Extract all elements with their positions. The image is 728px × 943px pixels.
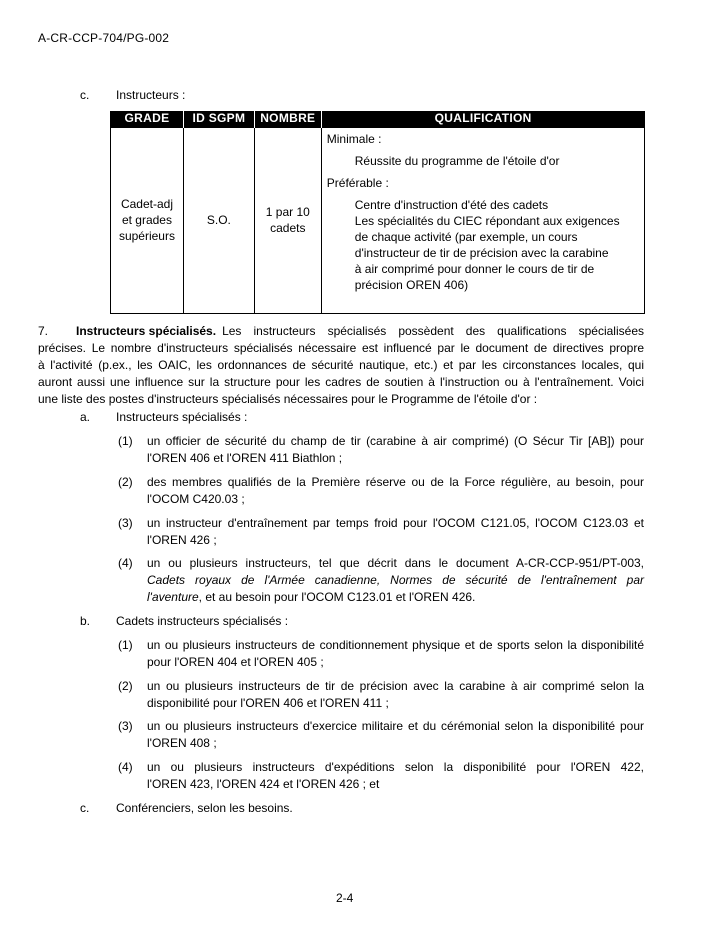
list-item-line: pour l'OREN 404 et l'OREN 405 ; [147,655,324,669]
item-number: (3) [118,516,133,530]
list-item-line: l'OREN 426 ; [147,533,217,547]
para7-line: à l'activité (p.ex., les OAIC, les ordonnances de sécurité nautique, etc.) et par les circonstances locales, qui [38,358,644,372]
cell-nombre [254,127,321,313]
qual-pref-line: d'instructeur de tir de précision avec la carabine [354,245,609,260]
cell-id-sgpm: S.O. [183,127,254,313]
para7-line: auront aussi une influence sur la structure pour les cadres de soutien à l'instruction ou à l'entraînement. Voici [38,375,644,389]
col-header-id-sgpm: ID SGPM [183,111,254,127]
item-number: (1) [118,638,133,652]
qual-pref-line: Centre d'instruction d'été des cadets [354,197,549,212]
list-item-line: des membres qualifiés de la Première réserve ou de la Force régulière, au besoin, pour [147,475,644,489]
para7-line: Les instructeurs spécialisés possèdent des qualifications spécialisées [222,324,644,338]
document-id: A-CR-CCP-704/PG-002 [38,31,170,45]
section-c-top-marker: c. [80,88,90,102]
item-number: (4) [118,556,133,570]
qual-pref-line: de chaque activité (par exemple, un cours [354,229,578,244]
reference-title-end-italic: l'aventure [147,590,199,604]
para7-line: une liste des postes d'instructeurs spécialisés nécessaires pour le Programme de l'étoile d'or : [38,392,538,406]
nombre-line: cadets [270,221,306,235]
list-item-line-italic [147,572,644,589]
section-c-bottom-marker: c. [80,801,90,815]
para7-line: précises. Le nombre d'instructeurs spécialisés nécessaire est influencé par le document de directives propre [38,341,644,355]
list-item-line: un officier de sécurité du champ de tir (carabine à air comprimé) (O Sécur Tir [AB]) pour [147,434,644,448]
list-item-line-rest: , et au besoin pour l'OCOM C123.01 et l'OREN 426. [198,590,476,604]
col-header-grade: GRADE [111,111,184,127]
list-item-line: l'OREN 406 et l'OREN 411 Biathlon ; [147,451,343,465]
section-a-title: Instructeurs spécialisés : [116,410,248,424]
qual-pref-line: à air comprimé pour donner le cours de tir de [354,261,595,276]
grade-line: Cadet-adj [120,197,173,211]
list-item-line: un ou plusieurs instructeurs d'expéditions selon la disponibilité pour l'OREN 422, [147,760,644,774]
list-item-line: un ou plusieurs instructeurs de tir de précision avec la carabine à air comprimé selon la [147,679,644,693]
section-c-top-title: Instructeurs : [116,88,186,102]
qual-min-item: Réussite du programme de l'étoile d'or [354,153,560,168]
section-b-marker: b. [80,614,91,628]
item-number: (2) [118,679,133,693]
item-number: (4) [118,760,133,774]
qual-min-label: Minimale : [326,131,382,146]
list-item-line: l'OCOM C420.03 ; [147,492,245,506]
table-row [111,127,645,313]
grade-line: et grades [121,213,172,227]
reference-title-italic: Cadets royaux de l'Armée canadienne, Normes de sécurité de l'entraînement par [147,573,644,587]
cell-grade [111,127,184,313]
nombre-line: 1 par 10 [265,205,310,219]
list-item-line: l'OREN 423, l'OREN 424 et l'OREN 426 ; et [147,777,380,791]
page-number: 2-4 [336,891,354,905]
item-number: (3) [118,719,133,733]
list-item-line [147,589,475,606]
list-item-line: disponibilité pour l'OREN 406 et l'OREN 411 ; [147,696,389,710]
col-header-nombre: NOMBRE [254,111,321,127]
instructor-table [110,111,645,314]
list-item-line: un ou plusieurs instructeurs de conditionnement physique et de sports selon la disponibilité [147,638,644,652]
qual-pref-line: précision OREN 406) [354,277,469,292]
item-number: (1) [118,434,133,448]
list-item-line: un ou plusieurs instructeurs, tel que décrit dans le document A-CR-CCP-951/PT-003, [147,556,644,570]
para7-number: 7. [38,324,49,338]
qual-pref-line: Les spécialités du CIEC répondant aux exigences [354,213,620,228]
paragraph-7 [38,323,644,408]
grade-line: supérieurs [118,229,175,243]
list-item-line: un ou plusieurs instructeurs d'exercice militaire et du cérémonial selon la disponibilité pour [147,719,644,733]
qual-pref-label: Préférable : [326,175,389,190]
item-number: (2) [118,475,133,489]
table-header-row [111,111,645,127]
section-a-marker: a. [80,410,91,424]
col-header-qualification: QUALIFICATION [321,111,644,127]
list-item-line: l'OREN 408 ; [147,736,217,750]
para7-title: Instructeurs spécialisés. [76,324,217,338]
section-b-title: Cadets instructeurs spécialisés : [116,614,289,628]
list-item-line: un instructeur d'entraînement par temps froid pour l'OCOM C121.05, l'OCOM C123.03 et [147,516,644,530]
section-c-bottom-title: Conférenciers, selon les besoins. [116,801,293,815]
cell-qualification [321,127,644,313]
